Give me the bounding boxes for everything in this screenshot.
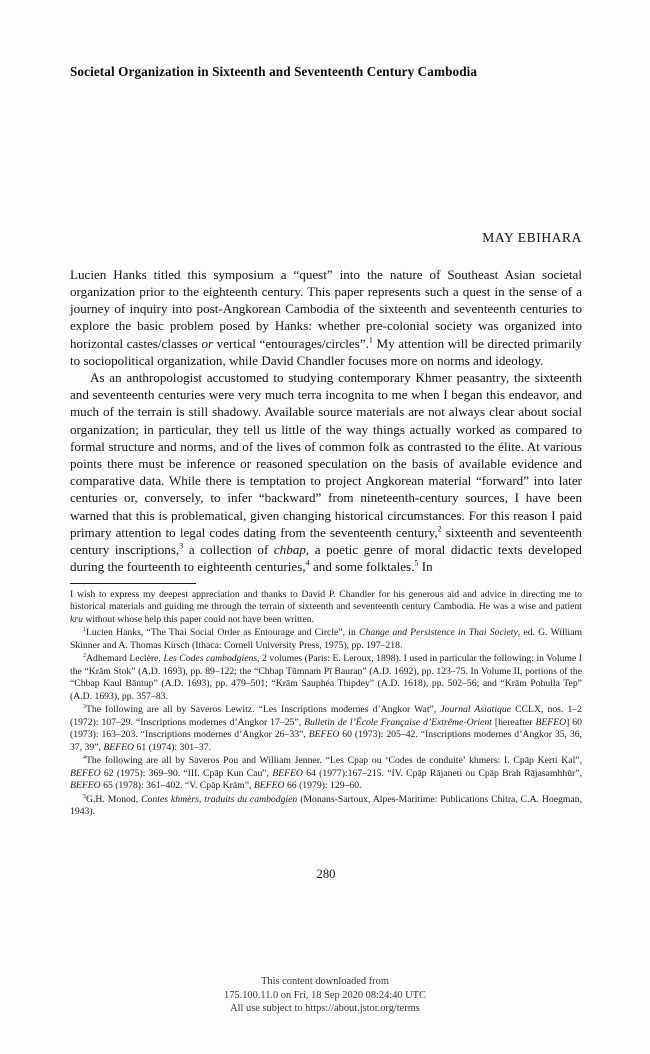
- footnote-4: [70, 755, 582, 793]
- fn3-segment-6: 61 (1974): 301–37.: [134, 741, 212, 753]
- fn3-segment-4: ] 60 (1973): 163–203. “Inscriptions modernes d’Angkor 26–33”,: [70, 716, 582, 740]
- fn3-italic-1: Journal Asiatique: [440, 704, 512, 715]
- fn3-segment-2: CCLX, nos. 1–2 (1972): 107–29. “Inscriptions modernes d’Angkor 17–25”,: [70, 704, 582, 728]
- fn2-segment-2: , 2 volumes (Paris: E. Leroux, 1898). I used in particular the following: in Volume I the “Krām Stok” (A.D. 1693), pp. 89–122; the “Chbap Tŭmnaṁ Pī Bauraṇ” (A.D. 1692), pp. 123–75. In Volume II, portions of the “Chbap Kaul Bāntup” (A.D. 1693), pp. 479–501; “Krām Sauphéa Thipdey” (A.D. 1618), pp. 502–56; and “Krām Pohulla Tep” (A.D. 1693), pp. 357–83.: [70, 653, 582, 702]
- fn3-italic-2: Bulletin de l’École Française d’Extrême-Orient: [304, 716, 492, 728]
- ack-segment-2: without whose help this paper could not have been written.: [82, 613, 315, 625]
- footnote-separator-rule: [70, 583, 196, 584]
- par2-segment-1: As an anthropologist accustomed to studying contemporary Khmer peasantry, the sixteenth and seventeenth centuries were very much terra incognita to me when I began this endeavor, and much of the terrain is still shadowy. Available source materials are not always clear about social organization; in particular, they tell us little of the way things actually worked as compared to formal structure and norms, and of the lives of common folk as contrasted to the élite. At various points there must be inference or reasoned speculation on the basis of available evidence and comparative data. While there is temptation to project Angkorean material “forward” into later centuries or, conversely, to infer “backward” from nineteenth-century sources, I have been warned that this is problematical, given changing historical circumstances. For this reason I paid primary attention to legal codes dating from the seventeenth century,: [70, 370, 582, 540]
- fn4-segment-1: The following are all by Saveros Pou and William Jenner. “Les Cpap ou ‘Codes de conduite’ khmers: I. Cpāp Kerti Kal”,: [86, 755, 582, 766]
- jstor-footer-line-2: 175.100.11.0 on Fri, 18 Sep 2020 08:24:40 UTC: [224, 989, 426, 1001]
- footnote-5: [70, 794, 582, 819]
- fn4-segment-5: 66 (1979): 129–60.: [284, 780, 362, 791]
- par1-segment-2: vertical “entourages/circles”.: [213, 335, 369, 351]
- fn1-italic-1: Change and Persistence in Thai Society: [359, 627, 518, 638]
- fn4-italic-2: BEFEO: [272, 767, 303, 779]
- footnote-ref-5: 5: [414, 558, 419, 568]
- fn5-segment-1: G.H. Monod,: [86, 793, 142, 805]
- fn2-segment-1: Adhemard Leclère,: [86, 653, 164, 664]
- fn5-italic-1: Contes khmèrs, traduits du cambodgien: [141, 793, 298, 805]
- jstor-footer-line-1: This content downloaded from: [261, 976, 389, 987]
- author-byline: MAY EBIHARA: [482, 229, 582, 245]
- footnote-5-marker: 5: [83, 793, 86, 800]
- par2-segment-4: , a poetic genre of moral didactic texts developed during the fourteenth to eighteenth centuries,: [70, 542, 582, 575]
- par2-segment-3: a collection of: [183, 542, 274, 558]
- ack-segment-1: I wish to express my deepest appreciation and thanks to David P. Chandler for his generous aid and advice in directing me to historical materials and guiding me through the terrain of sixteenth and seventeenth century Cambodia. He was a wise and patient: [70, 588, 582, 612]
- fn3-segment-5: 60 (1973): 205–42. “Inscriptions modernes d’Angkor 35, 36, 37, 39”,: [70, 729, 582, 753]
- fn3-segment-3: [hereafter: [491, 716, 536, 728]
- fn4-segment-3: 64 (1977):167–215. “IV. Cpāp Rājaneti ou Cpāp Brah Rājasamhhūr”,: [302, 767, 582, 779]
- fn5-segment-2: (Monans-Sartoux, Alpes-Maritime: Publications Chitra, C.A. Hoegman, 1943).: [70, 793, 582, 817]
- par1-segment-1: Lucien Hanks titled this symposium a “quest” into the nature of Southeast Asian societal organization prior to the eighteenth century. This paper represents such a quest in the sense of a journey of inquiry into post-Angkorean Cambodia of the sixteenth and seventeenth centuries to explore the basic problem posed by Hanks: whether pre-colonial society was organized into horizontal castes/classes: [70, 266, 582, 351]
- footnote-ref-2: 2: [437, 524, 442, 534]
- ack-italic-kru: kru: [70, 613, 83, 625]
- fn3-italic-4: BEFEO: [308, 729, 340, 740]
- fn3-italic-3: BEFEO: [535, 716, 567, 728]
- fn1-segment-2: , ed. G. William Skinner and A. Thomas Kirsch (Ithaca: Cornell University Press, 1975), pp. 197–218.: [70, 627, 582, 651]
- fn2-italic-1: Les Codes cambodgiens: [163, 653, 258, 664]
- fn3-italic-5: BEFEO: [103, 741, 135, 753]
- page-title: Societal Organization in Sixteenth and Seventeenth Century Cambodia: [70, 64, 478, 79]
- jstor-download-footer: [0, 975, 650, 1016]
- fn1-segment-1: Lucien Hanks, “The Thai Social Order as Entourage and Circle”, in: [86, 627, 360, 638]
- footnote-4-marker: 4: [83, 754, 86, 761]
- footnote-3: [70, 704, 582, 754]
- article-body: [70, 246, 582, 576]
- body-paragraph-1: [70, 266, 582, 369]
- fn4-segment-2: 62 (1975): 369–90. “III. Cpāp Kun Cau”,: [100, 767, 273, 779]
- fn4-italic-4: BEFEO: [253, 780, 285, 791]
- page-content-column: [70, 0, 582, 882]
- footnote-1: [70, 627, 582, 652]
- par2-segment-6: In: [418, 559, 433, 575]
- footnotes-section: [70, 589, 582, 819]
- jstor-footer-line-3: All use subject to https://about.jstor.org/terms: [230, 1003, 420, 1015]
- footnote-3-marker: 3: [83, 703, 86, 710]
- fn4-segment-4: 65 (1978): 361–402. “V. Cpāp Krām”,: [100, 780, 254, 791]
- par2-segment-2: sixteenth and seventeenth century inscriptions,: [70, 524, 582, 558]
- par1-segment-3: My attention will be directed primarily to sociopolitical organization, while David Chandler focuses more on norms and ideology.: [70, 335, 582, 368]
- footnote-2: [70, 653, 582, 703]
- par2-segment-5: and some folktales.: [309, 559, 415, 575]
- footnote-ref-1: 1: [368, 335, 373, 345]
- par2-italic-chbap: chbap: [273, 542, 306, 558]
- fn4-italic-1: BEFEO: [70, 767, 101, 779]
- footnote-acknowledgment: [70, 589, 582, 627]
- fn4-italic-3: BEFEO: [70, 780, 101, 791]
- footnote-1-marker: 1: [83, 626, 86, 633]
- fn3-segment-1: The following are all by Saveros Lewitz. “Les Inscriptions modernes d’Angkor Wat”,: [86, 704, 441, 715]
- footnote-ref-4: 4: [305, 558, 310, 568]
- footnote-2-marker: 2: [83, 652, 86, 659]
- page-folio-number: 280: [316, 866, 336, 881]
- body-paragraph-2: [70, 369, 582, 575]
- par1-italic-or: or: [201, 335, 214, 351]
- footnote-ref-3: 3: [179, 541, 184, 551]
